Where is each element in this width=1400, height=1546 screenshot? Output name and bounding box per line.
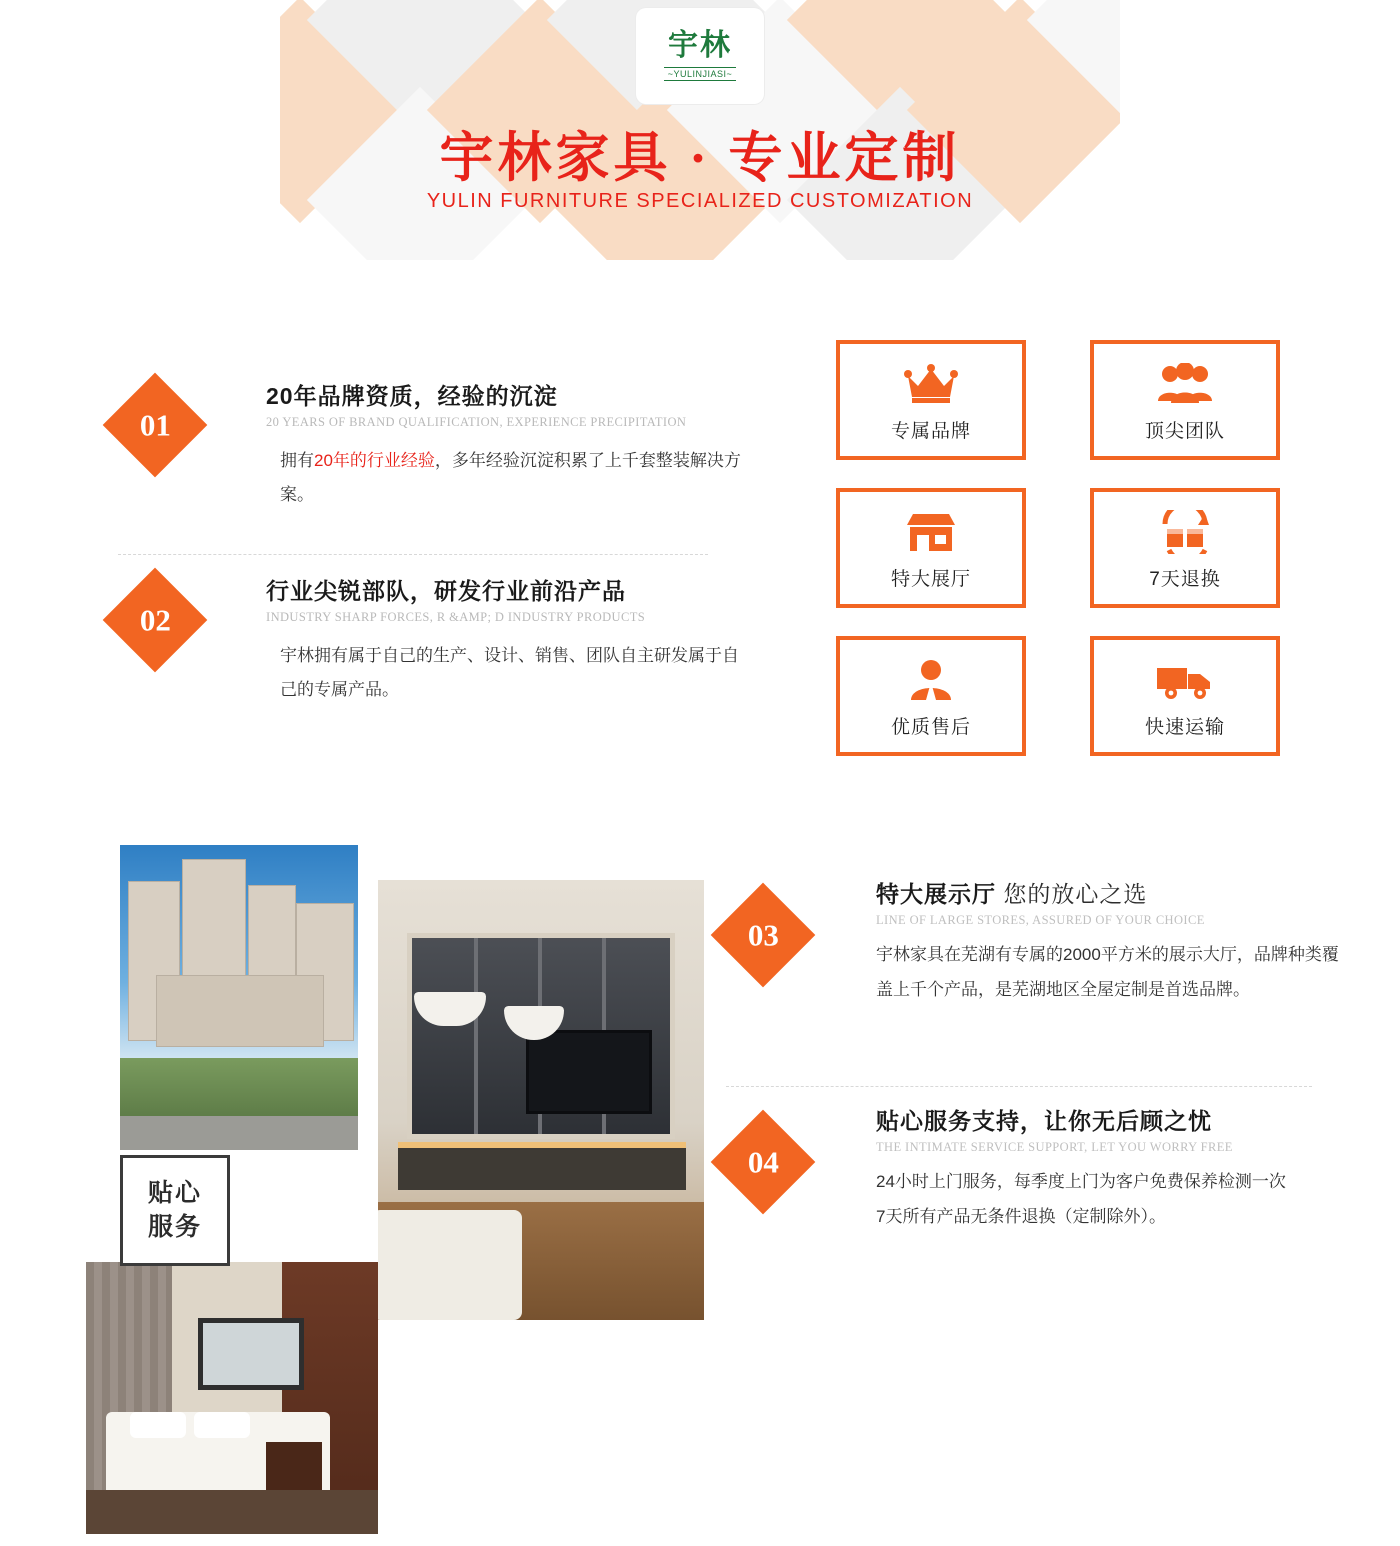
advantage-card-label: 专属品牌 [890, 420, 971, 442]
storefront-icon [905, 506, 957, 558]
feature-number-text: 01 [139, 407, 171, 442]
advantage-card-top-team[interactable] [1090, 340, 1280, 460]
feature-heading: 贴心服务支持，让你无后顾之忧 [876, 1108, 1212, 1134]
feature-number-text: 03 [747, 917, 779, 952]
feature-description [876, 1165, 1346, 1235]
feature-item-01 [118, 370, 758, 540]
photo-office-building [120, 845, 358, 1150]
feature-english-subheading: 20 YEARS OF BRAND QUALIFICATION, EXPERIENCE PRECIPITATION [266, 415, 687, 429]
feature-description-post: ，多年经验沉淀积累了上千套整装解决方案。 [280, 451, 741, 504]
feature-description-line2: 7天所有产品无条件退换（定制除外）。 [876, 1206, 1166, 1226]
crown-icon [904, 358, 958, 410]
advantage-card-label: 快速运输 [1144, 716, 1225, 738]
feature-description-pre: 拥有 [280, 451, 314, 470]
advantage-card-label: 顶尖团队 [1144, 420, 1225, 442]
feature-english-subheading: INDUSTRY SHARP FORCES, R &AMP; D INDUSTRY PRODUCTS [266, 610, 646, 624]
return-exchange-icon [1157, 506, 1213, 558]
feature-item-02 [118, 565, 758, 735]
feature-heading-bold: 特大展示厅 [876, 881, 996, 907]
photo-bedroom [86, 1262, 378, 1534]
intimate-service-label-line1: 贴心 [147, 1178, 202, 1207]
feature-item-04 [726, 1099, 1346, 1295]
service-agent-icon [907, 654, 955, 706]
feature-heading-light: 您的放心之选 [1003, 881, 1148, 907]
delivery-truck-icon [1155, 654, 1215, 706]
feature-item-03 [726, 872, 1346, 1068]
feature-divider [726, 1086, 1312, 1087]
logo-pinyin-text: ~YULINJIASI~ [664, 67, 737, 81]
feature-description [266, 444, 750, 512]
feature-list-left [118, 370, 758, 735]
feature-number-badge [103, 373, 208, 478]
intimate-service-label [120, 1155, 230, 1266]
feature-description-highlight: 20年的行业经验 [314, 451, 435, 470]
feature-list-right [726, 872, 1346, 1295]
advantage-icon-grid [836, 340, 1282, 756]
feature-number-badge [711, 1110, 816, 1215]
feature-number-text: 04 [747, 1144, 779, 1179]
advantage-card-label: 优质售后 [890, 716, 971, 738]
page-title: 宇林家具 · 专业定制 [439, 128, 961, 188]
feature-description: 宇林拥有属于自己的生产、设计、销售、团队自主研发属于自己的专属产品。 [280, 646, 739, 699]
feature-number-badge [711, 883, 816, 988]
feature-description: 宇林家具在芜湖有专属的2000平方米的展示大厅，品牌种类覆盖上千个产品，是芜湖地区全屋定制是首选品牌。 [876, 945, 1339, 999]
page-header [0, 0, 1400, 300]
advantage-card-7day-return[interactable] [1090, 488, 1280, 608]
page-subtitle: YULIN FURNITURE SPECIALIZED CUSTOMIZATION [426, 190, 974, 212]
advantage-card-label: 7天退换 [1149, 568, 1221, 590]
advantage-card-after-sales[interactable] [836, 636, 1026, 756]
feature-heading [876, 876, 1346, 909]
advantage-card-exclusive-brand[interactable] [836, 340, 1026, 460]
feature-english-subheading: LINE OF LARGE STORES, ASSURED OF YOUR CHOICE [876, 913, 1205, 927]
feature-number-text: 02 [139, 602, 171, 637]
brand-logo [636, 8, 764, 104]
feature-divider [118, 554, 708, 555]
advantage-card-large-showroom[interactable] [836, 488, 1026, 608]
intimate-service-label-line2: 服务 [147, 1212, 202, 1241]
team-icon [1156, 358, 1214, 410]
feature-english-subheading: THE INTIMATE SERVICE SUPPORT, LET YOU WORRY FREE [876, 1140, 1233, 1154]
feature-description-line1: 24小时上门服务，每季度上门为客户免费保养检测一次 [876, 1172, 1286, 1191]
advantage-card-label: 特大展厅 [890, 568, 971, 590]
feature-heading: 行业尖锐部队，研发行业前沿产品 [266, 578, 626, 604]
photo-living-room [378, 880, 704, 1320]
feature-heading: 20年品牌资质，经验的沉淀 [266, 383, 558, 409]
logo-mark-text: 宇林 [668, 29, 732, 62]
feature-number-badge [103, 568, 208, 673]
advantage-card-fast-shipping[interactable] [1090, 636, 1280, 756]
